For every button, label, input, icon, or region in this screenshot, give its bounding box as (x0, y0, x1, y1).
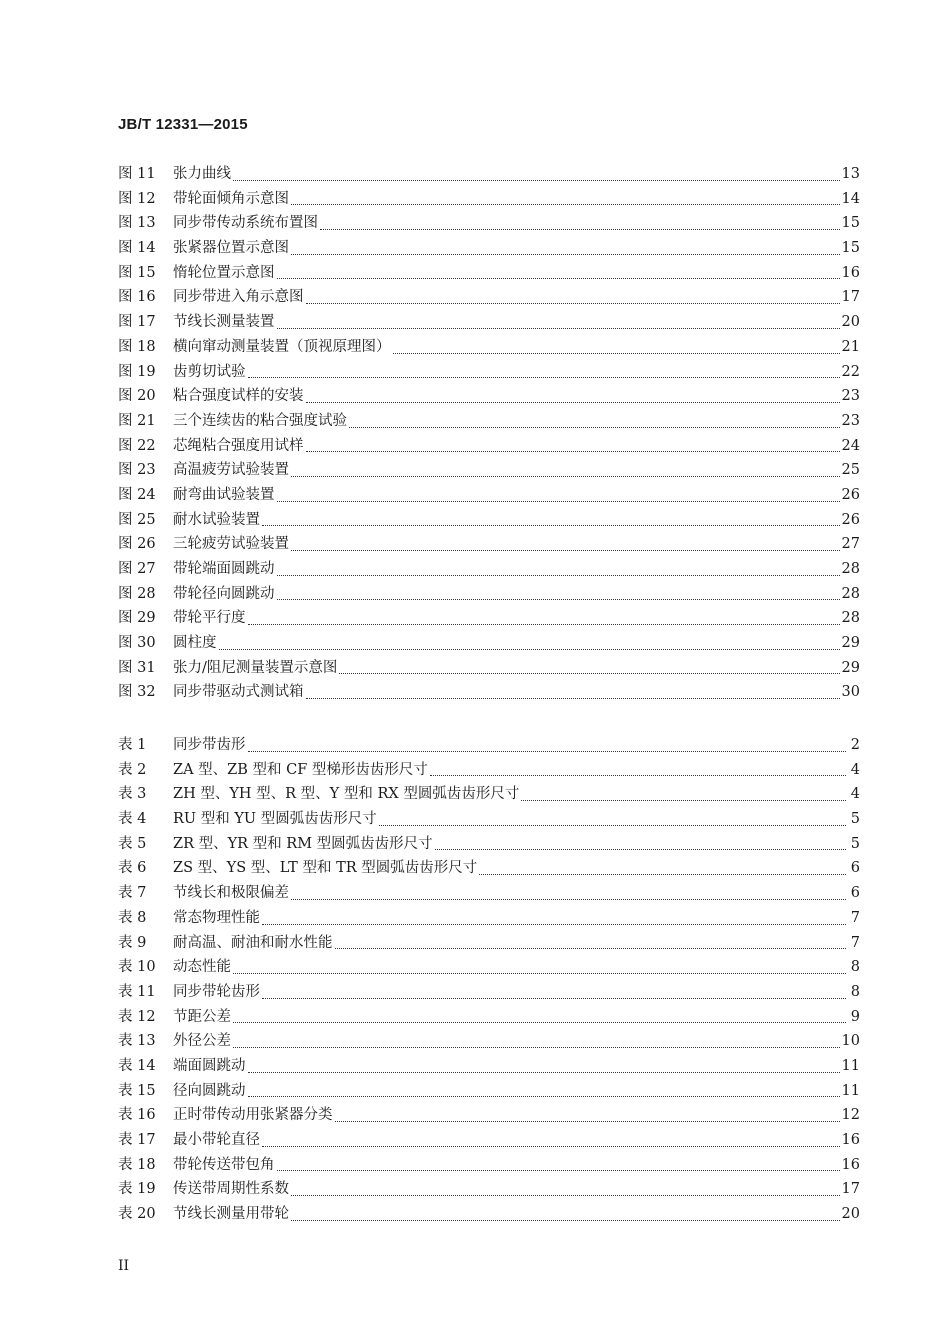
toc-entry-figure[interactable] (118, 532, 860, 557)
entry-title: 节线长测量装置 (173, 314, 275, 331)
dot-leader (219, 648, 840, 650)
entry-page: 4 (850, 786, 860, 803)
toc-entry-table[interactable] (118, 832, 860, 857)
dot-leader (262, 923, 846, 925)
toc-entry-figure[interactable] (118, 508, 860, 533)
entry-label: 表 14 (118, 1057, 156, 1074)
entry-page: 16 (841, 1156, 860, 1173)
entry-page: 5 (850, 835, 860, 852)
entry-title: 耐高温、耐油和耐水性能 (173, 934, 333, 951)
entry-page: 10 (841, 1033, 860, 1050)
dot-leader (262, 1145, 840, 1147)
entry-label: 图 20 (118, 388, 156, 405)
toc-entry-figure[interactable] (118, 310, 860, 335)
entry-page: 28 (841, 561, 860, 577)
dot-leader (306, 450, 840, 452)
dot-leader (248, 1095, 840, 1097)
entry-page: 29 (841, 659, 860, 676)
dot-leader (306, 697, 840, 699)
document-id-header: JB/T 12331—2015 (118, 116, 248, 133)
entry-page: 8 (850, 959, 860, 976)
entry-label: 图 27 (118, 561, 156, 577)
entry-label: 表 8 (118, 909, 147, 926)
dot-leader (521, 799, 846, 801)
entry-title: 正时带传动用张紧器分类 (173, 1107, 333, 1124)
entry-page: 21 (841, 338, 860, 355)
toc-entry-figure[interactable] (118, 656, 860, 681)
entry-title: 带轮径向圆跳动 (173, 585, 275, 602)
entry-title: 横向窜动测量装置（顶视原理图） (173, 338, 391, 355)
dot-leader (291, 898, 846, 900)
dot-leader (233, 1046, 840, 1048)
dot-leader (277, 327, 840, 329)
toc-entry-table[interactable] (118, 1005, 860, 1030)
entry-label: 表 11 (118, 983, 156, 1000)
entry-title: 三轮疲劳试验装置 (173, 536, 289, 553)
entry-page: 11 (841, 1057, 860, 1074)
entry-title: 圆柱度 (173, 635, 217, 652)
entry-page: 23 (841, 388, 860, 405)
toc-entry-table[interactable] (118, 1177, 860, 1202)
entry-page: 13 (841, 166, 860, 182)
dot-leader (277, 598, 840, 600)
dot-leader (320, 228, 840, 230)
entry-page: 20 (841, 1206, 860, 1223)
dot-leader (435, 848, 846, 850)
dot-leader (277, 277, 840, 279)
entry-page: 26 (841, 511, 860, 528)
dot-leader (479, 873, 846, 875)
toc-entry-table[interactable] (118, 1054, 860, 1079)
entry-label: 表 2 (118, 761, 147, 778)
entry-page: 23 (841, 412, 860, 429)
entry-page: 25 (841, 462, 860, 479)
entry-label: 图 11 (118, 166, 156, 182)
toc-entry-table[interactable] (118, 807, 860, 832)
dot-leader (291, 253, 840, 255)
toc-entry-table[interactable] (118, 856, 860, 881)
entry-label: 图 29 (118, 610, 156, 627)
entry-label: 表 16 (118, 1107, 156, 1124)
entry-label: 表 15 (118, 1082, 156, 1099)
entry-label: 表 7 (118, 885, 147, 902)
entry-label: 图 30 (118, 635, 156, 652)
entry-label: 表 3 (118, 786, 147, 803)
dot-leader (248, 750, 847, 752)
toc-entry-figure[interactable] (118, 236, 860, 261)
entry-page: 20 (841, 314, 860, 331)
figure-list (118, 162, 860, 705)
entry-title: 外径公差 (173, 1033, 231, 1050)
entry-page: 22 (841, 363, 860, 380)
toc-entry-figure[interactable] (118, 211, 860, 236)
entry-page: 28 (841, 585, 860, 602)
entry-page: 24 (841, 437, 860, 454)
entry-title: 同步带轮齿形 (173, 983, 260, 1000)
entry-page: 6 (850, 885, 860, 902)
dot-leader (291, 1194, 840, 1196)
entry-page: 28 (841, 610, 860, 627)
entry-label: 表 5 (118, 835, 147, 852)
dot-leader (248, 623, 840, 625)
dot-leader (306, 401, 840, 403)
entry-title: 张力/阻尼测量装置示意图 (173, 659, 338, 676)
entry-label: 图 21 (118, 412, 156, 429)
entry-title: 节距公差 (173, 1008, 231, 1025)
entry-label: 图 22 (118, 437, 156, 454)
entry-title: 高温疲劳试验装置 (173, 462, 289, 479)
toc-entry-table[interactable] (118, 758, 860, 783)
entry-title: 带轮传送带包角 (173, 1156, 275, 1173)
dot-leader (277, 1169, 840, 1171)
entry-page: 11 (841, 1082, 860, 1099)
table-list (118, 733, 860, 1227)
entry-page: 16 (841, 264, 860, 281)
toc-entry-figure[interactable] (118, 483, 860, 508)
entry-page: 5 (850, 811, 860, 828)
toc-entry-figure[interactable] (118, 335, 860, 360)
toc-entry-figure[interactable] (118, 434, 860, 459)
entry-label: 图 17 (118, 314, 156, 331)
dot-leader (430, 774, 846, 776)
toc-entry-table[interactable] (118, 955, 860, 980)
entry-page: 16 (841, 1132, 860, 1148)
entry-title: ZS 型、YS 型、LT 型和 TR 型圆弧齿齿形尺寸 (173, 860, 478, 877)
entry-label: 图 31 (118, 659, 156, 676)
entry-title: 径向圆跳动 (173, 1082, 246, 1099)
entry-title: 张力曲线 (173, 166, 231, 182)
entry-label: 表 13 (118, 1033, 156, 1050)
dot-leader (277, 574, 840, 576)
entry-label: 表 20 (118, 1206, 156, 1223)
dot-leader (291, 1219, 840, 1221)
entry-title: 同步带进入角示意图 (173, 289, 304, 306)
entry-label: 图 15 (118, 264, 156, 281)
entry-label: 表 17 (118, 1132, 156, 1148)
entry-title: 带轮端面圆跳动 (173, 561, 275, 577)
entry-page: 14 (841, 190, 860, 207)
toc-entry-figure[interactable] (118, 680, 860, 705)
entry-label: 图 19 (118, 363, 156, 380)
entry-label: 图 16 (118, 289, 156, 306)
dot-leader (248, 1071, 840, 1073)
entry-title: 齿剪切试验 (173, 363, 246, 380)
toc-entry-table[interactable] (118, 881, 860, 906)
entry-title: 粘合强度试样的安装 (173, 388, 304, 405)
entry-page: 2 (850, 737, 860, 753)
dot-leader (248, 376, 840, 378)
entry-title: 同步带传动系统布置图 (173, 215, 318, 232)
entry-title: ZH 型、YH 型、R 型、Y 型和 RX 型圆弧齿齿形尺寸 (173, 786, 520, 803)
entry-title: 张紧器位置示意图 (173, 240, 289, 257)
page-number-footer: II (118, 1258, 130, 1274)
entry-label: 表 12 (118, 1008, 156, 1025)
entry-page: 12 (841, 1107, 860, 1124)
entry-title: 节线长和极限偏差 (173, 885, 289, 902)
toc-entry-figure[interactable] (118, 285, 860, 310)
entry-label: 表 18 (118, 1156, 156, 1173)
entry-page: 17 (841, 289, 860, 306)
entry-page: 7 (850, 934, 860, 951)
entry-label: 表 6 (118, 860, 147, 877)
entry-page: 26 (841, 486, 860, 503)
dot-leader (262, 524, 840, 526)
dot-leader (291, 475, 840, 477)
dot-leader (393, 352, 840, 354)
entry-page: 8 (850, 983, 860, 1000)
entry-title: 惰轮位置示意图 (173, 264, 275, 281)
entry-title: 最小带轮直径 (173, 1132, 260, 1148)
toc-entry-table[interactable] (118, 1153, 860, 1178)
toc-entry-table[interactable] (118, 980, 860, 1005)
dot-leader (379, 824, 846, 826)
dot-leader (335, 947, 847, 949)
entry-label: 表 9 (118, 934, 147, 951)
entry-label: 图 12 (118, 190, 156, 207)
toc-entry-figure[interactable] (118, 187, 860, 212)
entry-title: 传送带周期性系数 (173, 1181, 289, 1198)
entry-label: 图 24 (118, 486, 156, 503)
toc-entry-table[interactable] (118, 1103, 860, 1128)
entry-title: 同步带齿形 (173, 737, 246, 753)
dot-leader (277, 500, 840, 502)
toc-entry-figure[interactable] (118, 631, 860, 656)
toc-entry-table[interactable] (118, 1202, 860, 1227)
entry-label: 图 14 (118, 240, 156, 257)
dot-leader (233, 1021, 846, 1023)
entry-label: 图 18 (118, 338, 156, 355)
entry-page: 15 (841, 215, 860, 232)
entry-label: 表 4 (118, 811, 147, 828)
entry-title: 动态性能 (173, 959, 231, 976)
entry-page: 9 (850, 1008, 860, 1025)
entry-title: RU 型和 YU 型圆弧齿齿形尺寸 (173, 811, 377, 828)
entry-label: 图 13 (118, 215, 156, 232)
entry-title: 同步带驱动式测试箱 (173, 684, 304, 701)
dot-leader (233, 972, 846, 974)
dot-leader (335, 1120, 840, 1122)
dot-leader (233, 179, 840, 181)
toc-entry-table[interactable] (118, 782, 860, 807)
entry-title: 节线长测量用带轮 (173, 1206, 289, 1223)
entry-label: 表 19 (118, 1181, 156, 1198)
toc-entry-figure[interactable] (118, 458, 860, 483)
dot-leader (291, 549, 840, 551)
entry-label: 图 25 (118, 511, 156, 528)
entry-page: 29 (841, 635, 860, 652)
entry-title: ZR 型、YR 型和 RM 型圆弧齿齿形尺寸 (173, 835, 433, 852)
toc-entry-figure[interactable] (118, 384, 860, 409)
entry-page: 30 (841, 684, 860, 701)
entry-page: 4 (850, 761, 860, 778)
dot-leader (262, 997, 846, 999)
entry-label: 图 23 (118, 462, 156, 479)
entry-title: 带轮面倾角示意图 (173, 190, 289, 207)
entry-label: 表 1 (118, 737, 147, 753)
entry-title: 三个连续齿的粘合强度试验 (173, 412, 347, 429)
dot-leader (349, 426, 840, 428)
entry-page: 15 (841, 240, 860, 257)
entry-title: 端面圆跳动 (173, 1057, 246, 1074)
toc-entry-figure[interactable] (118, 557, 860, 582)
toc-entry-table[interactable] (118, 931, 860, 956)
toc-entry-figure[interactable] (118, 162, 860, 187)
entry-title: ZA 型、ZB 型和 CF 型梯形齿齿形尺寸 (173, 761, 428, 778)
dot-leader (306, 302, 840, 304)
toc-entry-figure[interactable] (118, 582, 860, 607)
toc-entry-figure[interactable] (118, 606, 860, 631)
entry-page: 7 (850, 909, 860, 926)
entry-label: 图 28 (118, 585, 156, 602)
entry-label: 表 10 (118, 959, 156, 976)
entry-title: 常态物理性能 (173, 909, 260, 926)
toc-entry-table[interactable] (118, 906, 860, 931)
entry-page: 27 (841, 536, 860, 553)
toc-entry-figure[interactable] (118, 360, 860, 385)
entry-title: 带轮平行度 (173, 610, 246, 627)
dot-leader (339, 672, 839, 674)
dot-leader (291, 203, 840, 205)
entry-title: 耐弯曲试验装置 (173, 486, 275, 503)
toc-entry-figure[interactable] (118, 409, 860, 434)
toc-entry-table[interactable] (118, 733, 860, 758)
entry-title: 芯绳粘合强度用试样 (173, 437, 304, 454)
entry-page: 17 (841, 1181, 860, 1198)
toc-entry-table[interactable] (118, 1079, 860, 1104)
toc-entry-table[interactable] (118, 1128, 860, 1153)
entry-page: 6 (850, 860, 860, 877)
toc-entry-table[interactable] (118, 1029, 860, 1054)
toc-entry-figure[interactable] (118, 261, 860, 286)
entry-label: 图 32 (118, 684, 156, 701)
entry-label: 图 26 (118, 536, 156, 553)
entry-title: 耐水试验装置 (173, 511, 260, 528)
